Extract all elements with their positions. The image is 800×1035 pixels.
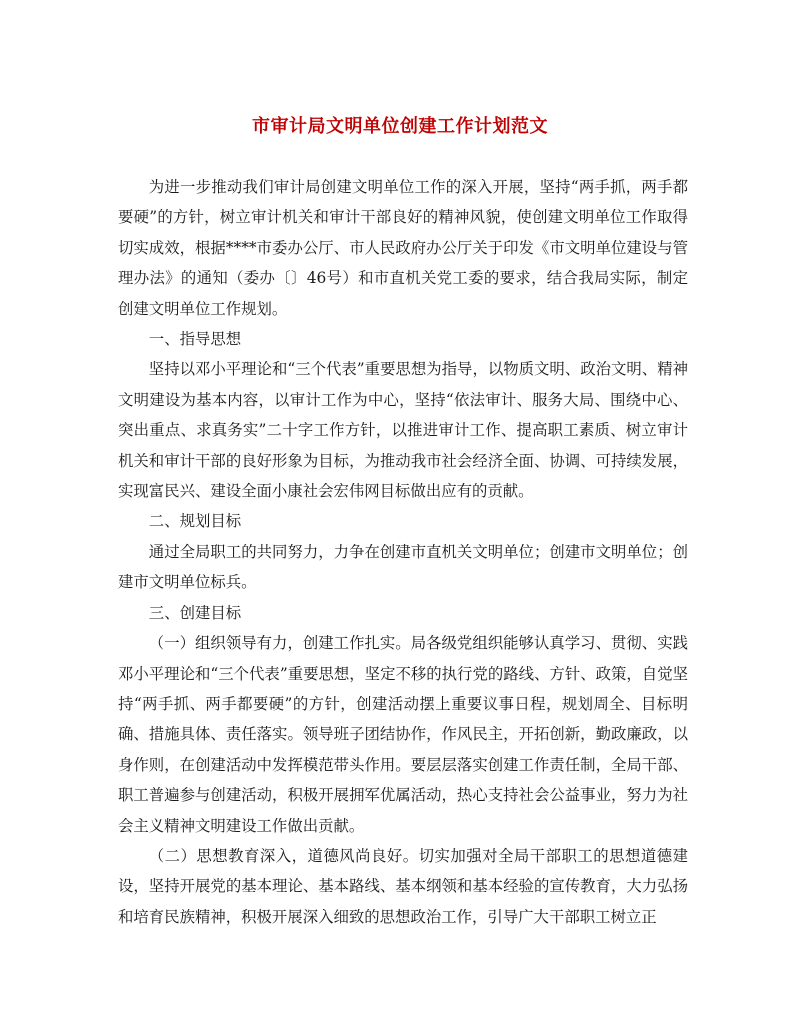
paragraph-goal-1: （一）组织领导有力，创建工作扎实。局各级党组织能够认真学习、贯彻、实践邓小平理论和“三个代表”重要思想，坚定不移的执行党的路线、方针、政策，自觉坚持“两手抓、两手都要硬”的方针，创建活动摆上重要议事日程，规划周全、目标明确、措施具体、责任落实。领导班子团结协作，作风民主，开拓创新，勤政廉政，以身作则，在创建活动中发挥模范带头作用。要层层落实创建工作责任制，全局干部、职工普遍参与创建活动，积极开展拥军优属活动，热心支持社会公益事业，努力为社会主义精神文明建设工作做出贡献。: [118, 634, 688, 835]
document-title: 市审计局文明单位创建工作计划范文: [252, 116, 548, 137]
document-body: [118, 172, 688, 932]
section-heading-planning-goals: 二、规划目标: [148, 512, 242, 531]
section-heading-guiding-thought: 一、指导思想: [148, 330, 242, 349]
paragraph-intro: 为进一步推动我们审计局创建文明单位工作的深入开展，坚持“两手抓，两手都要硬”的方针，树立审计机关和审计干部良好的精神风貌，使创建文明单位工作取得切实成效，根据****市委办公厅、市人民政府办公厅关于印发《市文明单位建设与管理办法》的通知（委办〔〕46号）和市直机关党工委的要求，结合我局实际，制定创建文明单位工作规划。: [118, 178, 688, 318]
paragraph-goal-2: （二）思想教育深入，道德风尚良好。切实加强对全局干部职工的思想道德建设，坚持开展党的基本理论、基本路线、基本纲领和基本经验的宣传教育，大力弘扬和培育民族精神，积极开展深入细致的思想政治工作，引导广大干部职工树立正: [118, 846, 688, 926]
paragraph-guiding-thought: 坚持以邓小平理论和“三个代表”重要思想为指导，以物质文明、政治文明、精神文明建设为基本内容，以审计工作为中心，坚持“依法审计、服务大局、围绕中心、突出重点、求真务实”二十字工作方针，以推进审计工作、提高职工素质、树立审计机关和审计干部的良好形象为目标，为推动我市社会经济全面、协调、可持续发展，实现富民兴、建设全面小康社会宏伟网目标做出应有的贡献。: [118, 360, 688, 501]
section-heading-creation-goals: 三、创建目标: [148, 603, 242, 622]
paragraph-planning-goals: 通过全局职工的共同努力，力争在创建市直机关文明单位；创建市文明单位；创建市文明单位标兵。: [118, 542, 688, 592]
